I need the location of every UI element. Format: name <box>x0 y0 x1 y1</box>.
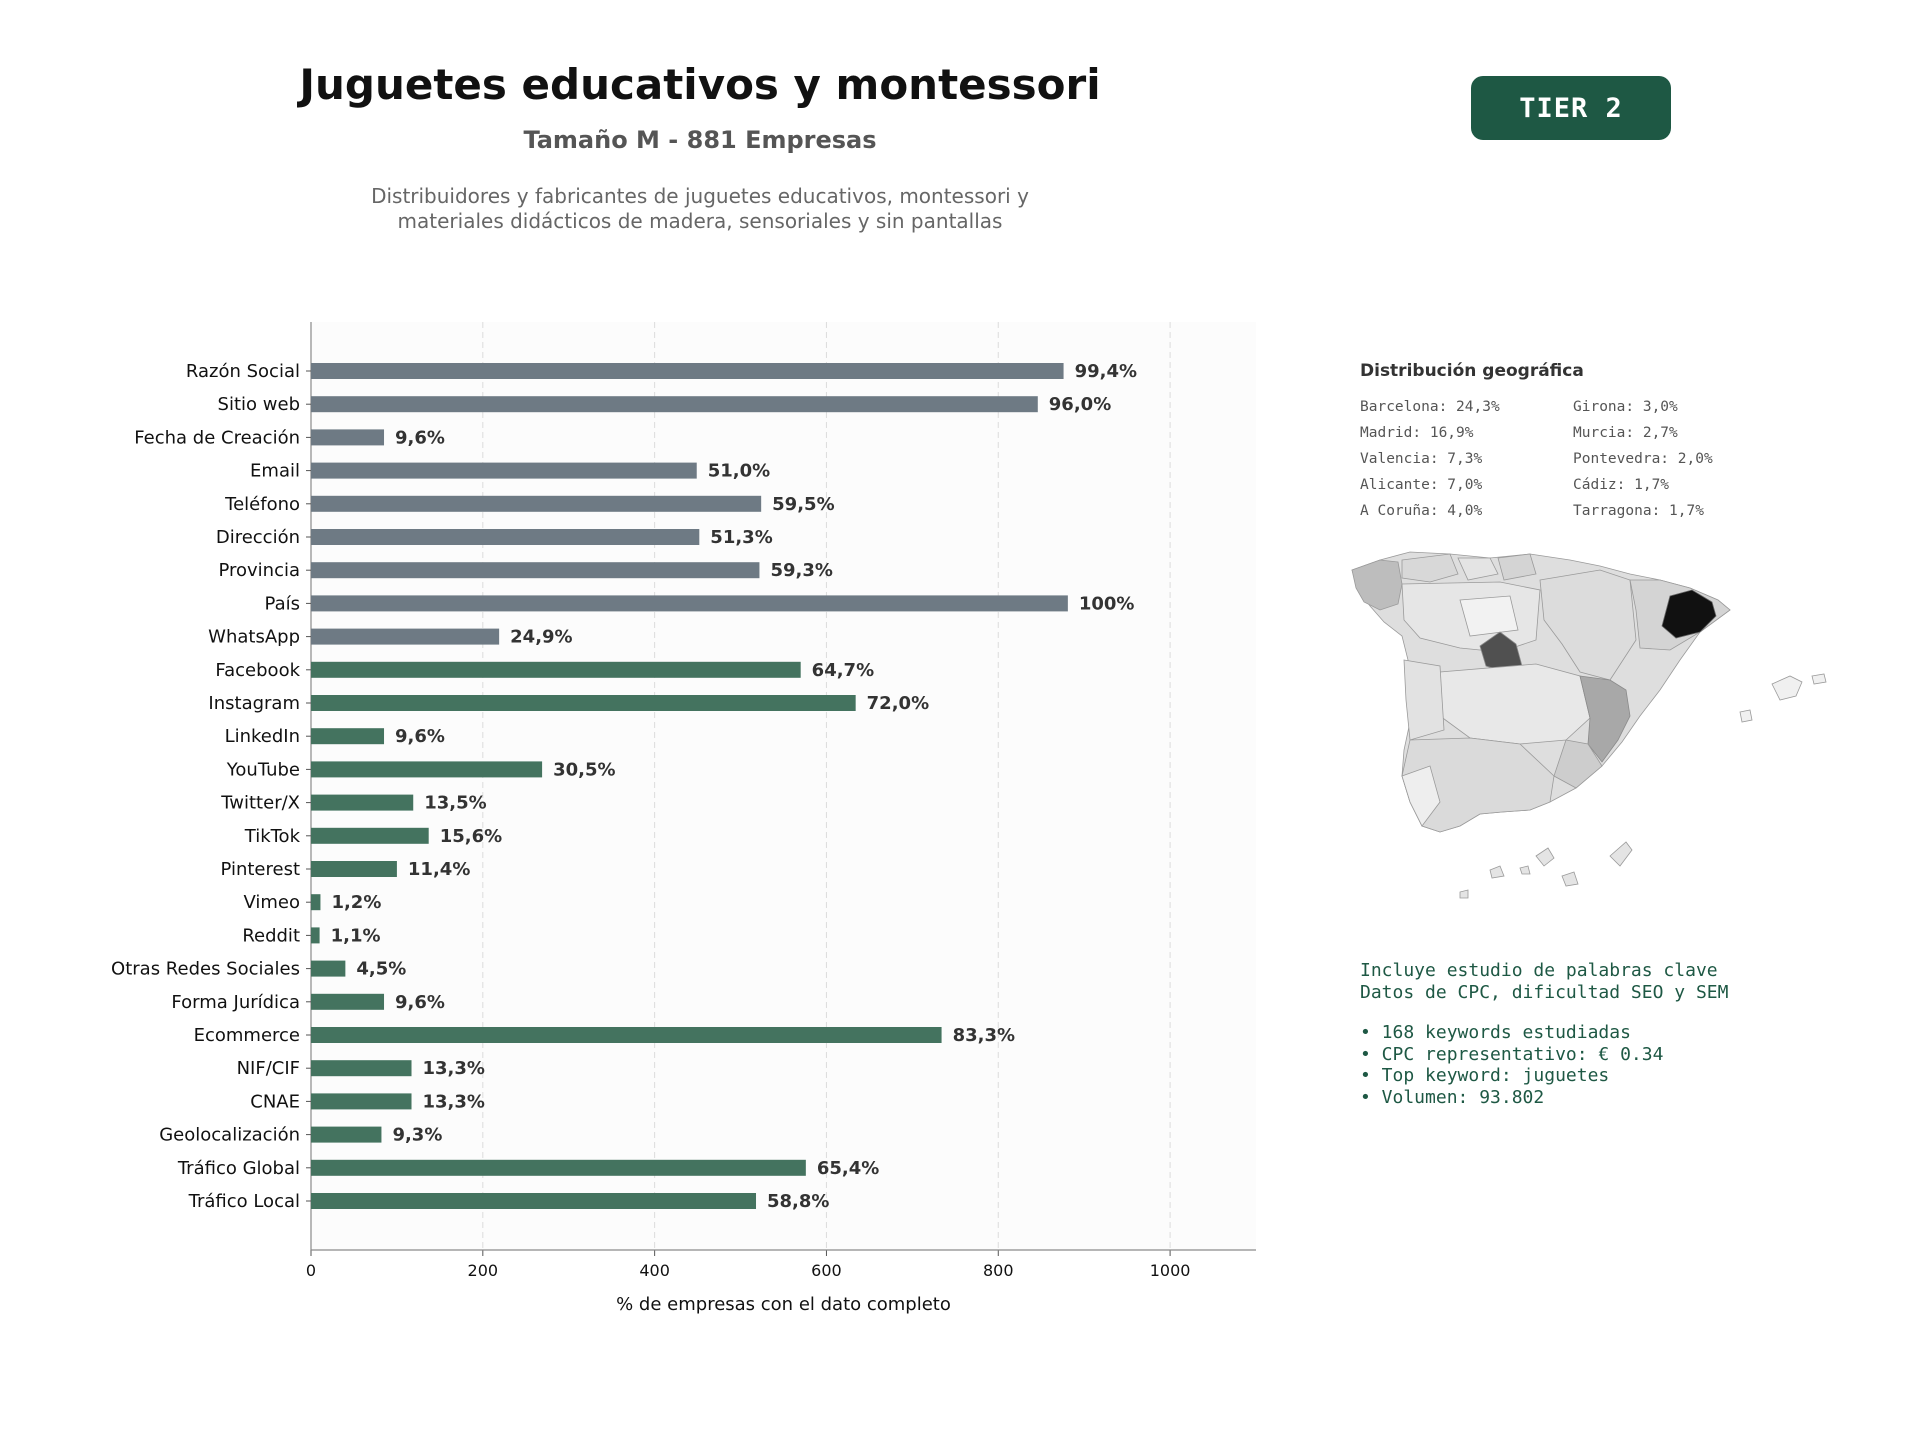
geo-item: Valencia: 7,3% <box>1360 451 1483 467</box>
spain-map <box>1340 540 1860 920</box>
data-label: 83,3% <box>952 1025 1016 1046</box>
data-label: 13,5% <box>424 792 487 814</box>
bar <box>311 828 429 844</box>
page-subtitle: Tamaño M - 881 Empresas <box>523 126 877 154</box>
bar <box>311 1027 942 1043</box>
geo-item: Madrid: 16,9% <box>1360 425 1474 441</box>
geo-item: Murcia: 2,7% <box>1573 425 1678 441</box>
data-label: 59,5% <box>772 493 835 515</box>
bar <box>311 629 499 645</box>
map-canary-3 <box>1562 872 1578 886</box>
bar <box>311 861 397 877</box>
data-label: 65,4% <box>816 1157 880 1179</box>
data-label: 11,4% <box>407 859 471 880</box>
category-label: Forma Jurídica <box>171 991 300 1013</box>
geo-list <box>1360 398 1760 520</box>
category-label: Reddit <box>242 925 300 947</box>
x-tick-label: 0 <box>305 1261 317 1280</box>
category-label: YouTube <box>226 759 300 781</box>
geo-item: Tarragona: 1,7% <box>1573 503 1704 519</box>
bar <box>311 1060 412 1076</box>
map-extremadura <box>1404 660 1444 740</box>
category-label: País <box>264 593 300 615</box>
data-label: 64,7% <box>811 659 875 681</box>
category-label: Provincia <box>218 560 300 582</box>
bar <box>311 1193 756 1209</box>
category-label: WhatsApp <box>208 626 300 648</box>
category-label: Pinterest <box>220 859 300 880</box>
map-cyl-2 <box>1460 596 1518 636</box>
data-label: 30,5% <box>553 759 616 781</box>
data-label: 59,3% <box>770 560 833 582</box>
geo-title: Distribución geográfica <box>1360 361 1584 381</box>
map-mallorca <box>1772 676 1802 700</box>
keywords-bullet: • Volumen: 93.802 <box>1360 1086 1545 1108</box>
x-tick-label: 200 <box>467 1261 499 1280</box>
data-label: 58,8% <box>767 1191 830 1212</box>
bar <box>311 795 413 811</box>
bar <box>311 1160 806 1176</box>
category-label: TikTok <box>244 825 300 847</box>
map-clm <box>1440 664 1590 744</box>
tier-badge: TIER 2 <box>1471 76 1671 140</box>
category-label: Sitio web <box>217 394 300 416</box>
description-line: Distribuidores y fabricantes de juguetes educativos, montessori y <box>371 184 1029 208</box>
bar <box>311 463 697 479</box>
data-label: 9,6% <box>395 726 445 748</box>
geo-item: Barcelona: 24,3% <box>1360 399 1500 415</box>
category-label: NIF/CIF <box>236 1058 300 1080</box>
data-label: 9,3% <box>392 1124 443 1146</box>
description-line: materiales didácticos de madera, sensoriales y sin pantallas <box>397 209 1003 233</box>
bar <box>311 662 801 678</box>
category-label: Tráfico Local <box>188 1191 300 1212</box>
x-axis-label: % de empresas con el dato completo <box>616 1294 951 1315</box>
category-label: Tráfico Global <box>177 1157 300 1179</box>
map-canary-1 <box>1536 848 1554 866</box>
map-ibiza <box>1740 710 1752 722</box>
data-label: 13,3% <box>422 1058 485 1080</box>
category-label: Vimeo <box>243 892 300 914</box>
category-label: Email <box>250 460 300 482</box>
category-label: Otras Redes Sociales <box>111 958 300 980</box>
category-label: CNAE <box>250 1091 300 1113</box>
category-label: Teléfono <box>225 493 300 515</box>
data-label: 4,5% <box>356 958 407 980</box>
keywords-line: Incluye estudio de palabras clave <box>1360 960 1718 981</box>
data-label: 13,3% <box>422 1091 485 1113</box>
data-label: 100% <box>1078 593 1135 615</box>
data-label: 9,6% <box>395 427 445 449</box>
geo-item: Pontevedra: 2,0% <box>1573 451 1713 467</box>
category-label: Fecha de Creación <box>134 427 300 449</box>
category-label: Razón Social <box>185 361 300 382</box>
x-tick-label: 1000 <box>1149 1261 1191 1280</box>
bar <box>311 562 759 578</box>
data-label: 72,0% <box>866 693 930 714</box>
bar <box>311 894 320 910</box>
bar <box>311 496 761 512</box>
map-menorca <box>1812 674 1826 684</box>
map-canary-5 <box>1460 890 1468 898</box>
bar <box>311 728 384 744</box>
keywords-line: Datos de CPC, dificultad SEO y SEM <box>1360 981 1729 1003</box>
category-label: Instagram <box>208 693 300 714</box>
bar <box>311 529 699 545</box>
category-label: Twitter/X <box>221 792 300 814</box>
map-galicia <box>1352 560 1402 610</box>
data-label: 99,4% <box>1074 361 1138 382</box>
map-canary-4 <box>1610 842 1632 866</box>
keywords-panel <box>1360 960 1728 1108</box>
x-tick-label: 800 <box>982 1261 1014 1280</box>
geo-item: A Coruña: 4,0% <box>1360 503 1483 519</box>
data-label: 1,1% <box>330 925 381 947</box>
bar <box>311 363 1064 379</box>
category-label: Ecommerce <box>193 1025 300 1046</box>
data-label: 51,3% <box>710 527 773 548</box>
bar <box>311 1093 412 1109</box>
category-label: Geolocalización <box>159 1124 300 1146</box>
category-label: Facebook <box>215 659 300 681</box>
data-label: 24,9% <box>510 626 573 648</box>
x-tick-label: 600 <box>811 1261 842 1280</box>
geo-item: Cádiz: 1,7% <box>1573 477 1670 493</box>
keywords-bullet: • CPC representativo: € 0.34 <box>1360 1043 1664 1065</box>
x-tick-label: 400 <box>639 1261 670 1280</box>
map-canary-6 <box>1520 866 1530 874</box>
keywords-bullet: • Top keyword: juguetes <box>1360 1065 1610 1086</box>
keywords-bullet: • 168 keywords estudiadas <box>1360 1022 1631 1043</box>
bar <box>311 761 542 777</box>
bar <box>311 1127 381 1143</box>
bar <box>311 695 856 711</box>
category-label: LinkedIn <box>224 726 300 748</box>
bar <box>311 595 1068 611</box>
bar <box>311 396 1038 412</box>
data-label: 1,2% <box>331 892 382 914</box>
page-title: Juguetes educativos y montessori <box>299 60 1101 109</box>
data-label: 96,0% <box>1048 394 1112 416</box>
data-label: 9,6% <box>395 991 445 1013</box>
map-canary-2 <box>1490 866 1504 878</box>
geo-item: Alicante: 7,0% <box>1360 477 1483 493</box>
bar <box>311 994 384 1010</box>
bar <box>311 429 384 445</box>
data-label: 15,6% <box>439 825 503 847</box>
geo-item: Girona: 3,0% <box>1573 399 1678 415</box>
bar <box>311 927 320 943</box>
category-label: Dirección <box>215 527 300 548</box>
data-label: 51,0% <box>707 460 771 482</box>
bar <box>311 961 345 977</box>
